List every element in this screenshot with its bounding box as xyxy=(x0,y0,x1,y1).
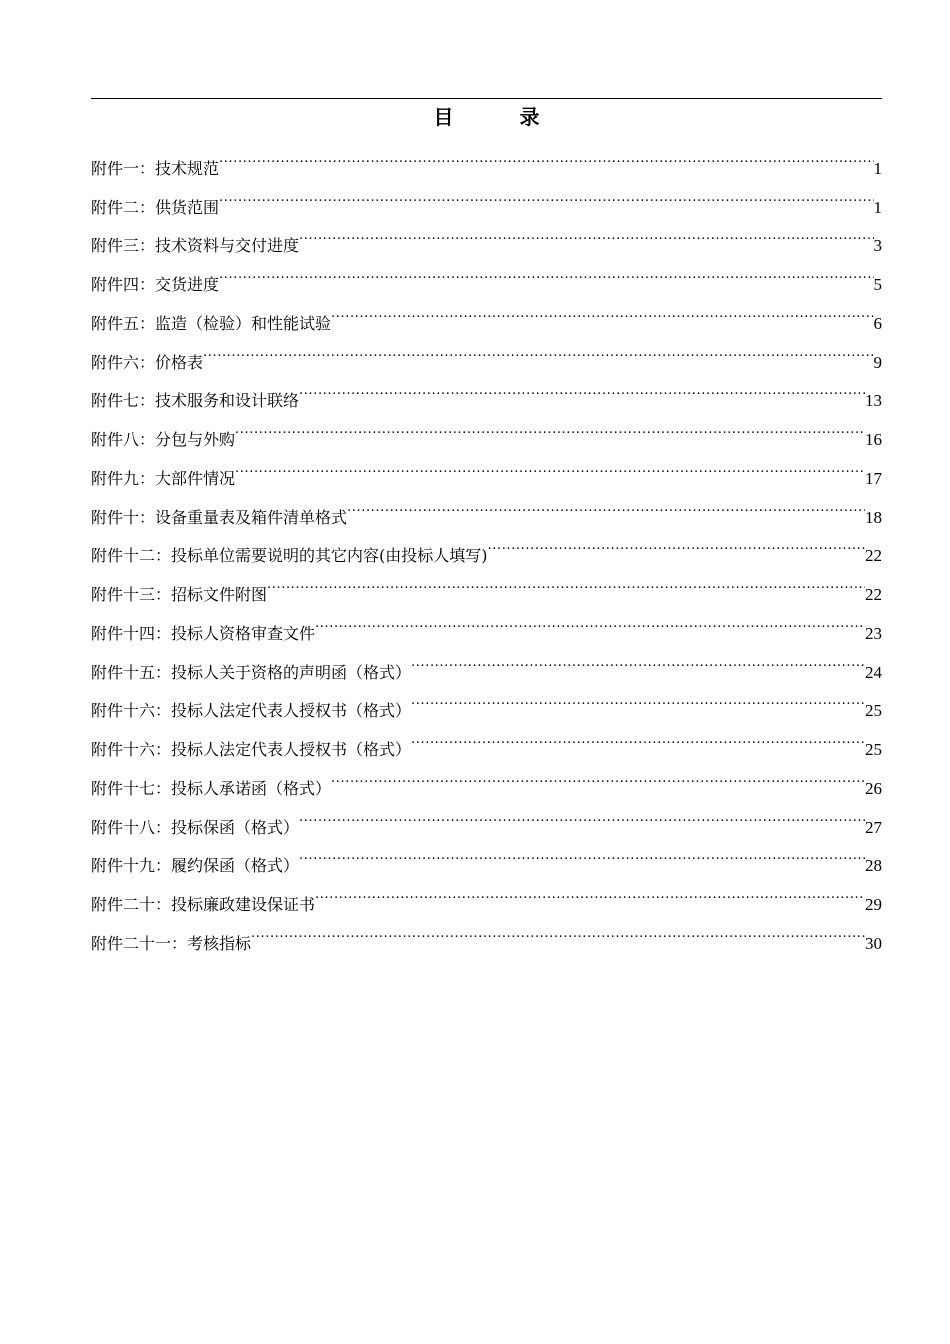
toc-dot-leader xyxy=(488,523,866,562)
toc-entry-page: 22 xyxy=(865,546,882,566)
toc-entry-label: 附件十七：投标人承诺函（格式） xyxy=(91,778,332,798)
toc-entry-page: 23 xyxy=(865,623,882,643)
toc-dot-leader xyxy=(331,755,865,794)
toc-entry-page: 22 xyxy=(865,585,882,604)
toc-entry-page: 25 xyxy=(865,701,882,721)
toc-entry-label: 附件十五：投标人关于资格的声明函（格式） xyxy=(91,662,412,682)
toc-entry-label: 附件十九：履约保函（格式） xyxy=(91,856,300,876)
toc-dot-leader xyxy=(315,600,865,639)
toc-entry-label: 附件五：监造（检验）和性能试验 xyxy=(91,313,332,333)
toc-entry-label: 附件二：供货范围 xyxy=(91,197,220,217)
toc-entry-page: 13 xyxy=(865,391,882,411)
toc-entry-page: 3 xyxy=(873,236,882,256)
toc-entry-page: 16 xyxy=(865,430,882,449)
toc-entry-label: 附件一：技术规范 xyxy=(91,158,220,178)
toc-dot-leader xyxy=(299,368,865,407)
toc-dot-leader xyxy=(411,716,865,755)
toc-entry-page: 26 xyxy=(865,778,882,798)
toc-entry-label: 附件三：技术资料与交付进度 xyxy=(91,236,300,256)
toc-dot-leader xyxy=(267,561,865,600)
toc-dot-leader xyxy=(331,290,873,329)
toc-dot-leader xyxy=(347,484,865,523)
toc-entry-page: 30 xyxy=(865,933,882,953)
toc-entry-label: 附件九：大部件情况 xyxy=(91,468,236,488)
toc-dot-leader xyxy=(203,329,873,368)
toc-entry-label: 附件八：分包与外购 xyxy=(91,430,236,449)
toc-entry-label: 附件十六：投标人法定代表人授权书（格式） xyxy=(91,701,412,721)
toc-entry-page: 25 xyxy=(865,740,882,759)
toc-entry-label: 附件十三：招标文件附图 xyxy=(91,585,268,604)
toc-entry-label: 附件二十：投标廉政建设保证书 xyxy=(91,895,316,914)
toc-dot-leader xyxy=(251,910,865,949)
toc-dot-leader xyxy=(299,213,873,252)
toc-entry-label: 附件七：技术服务和设计联络 xyxy=(91,391,300,411)
header-rule xyxy=(91,98,882,99)
toc-entry-page: 28 xyxy=(865,856,882,876)
toc-dot-leader xyxy=(299,833,865,872)
toc-entry-label: 附件十：设备重量表及箱件清单格式 xyxy=(91,507,348,527)
toc-entry-label: 附件二十一：考核指标 xyxy=(91,933,252,953)
toc-entry[interactable] xyxy=(91,135,882,178)
toc-entry[interactable] xyxy=(91,368,882,411)
toc-dot-leader xyxy=(219,251,873,290)
toc-title-char-1: 目 xyxy=(433,104,454,129)
toc-dot-leader xyxy=(219,174,873,213)
toc-entry-label: 附件十二：投标单位需要说明的其它内容(由投标人填写) xyxy=(91,546,488,566)
toc-entry-page: 1 xyxy=(873,197,882,217)
toc-entry-label: 附件十四：投标人资格审查文件 xyxy=(91,623,316,643)
toc-entry-page: 27 xyxy=(865,817,882,837)
toc-entry-page: 5 xyxy=(873,275,882,294)
toc-entry[interactable] xyxy=(91,329,882,372)
toc-entry-label: 附件四：交货进度 xyxy=(91,275,220,294)
toc-dot-leader xyxy=(235,406,865,445)
toc-dot-leader xyxy=(235,445,865,484)
toc-entry-page: 17 xyxy=(865,468,882,488)
toc-entry-page: 9 xyxy=(873,352,882,372)
toc-entry-page: 1 xyxy=(873,158,882,178)
toc-entry-page: 18 xyxy=(865,507,882,527)
toc-list xyxy=(91,135,882,953)
toc-entry-page: 6 xyxy=(873,313,882,333)
toc-dot-leader xyxy=(299,794,865,833)
toc-entry-page: 24 xyxy=(865,662,882,682)
toc-title-char-2: 录 xyxy=(519,104,540,129)
toc-entry-page: 29 xyxy=(865,895,882,914)
toc-entry-label: 附件六：价格表 xyxy=(91,352,204,372)
toc-entry-label: 附件十八：投标保函（格式） xyxy=(91,817,300,837)
toc-dot-leader xyxy=(411,639,865,678)
toc-dot-leader xyxy=(411,678,865,717)
toc-dot-leader xyxy=(219,135,873,174)
toc-dot-leader xyxy=(315,871,865,910)
toc-title xyxy=(91,100,882,130)
toc-entry-label: 附件十六：投标人法定代表人授权书（格式） xyxy=(91,740,412,759)
